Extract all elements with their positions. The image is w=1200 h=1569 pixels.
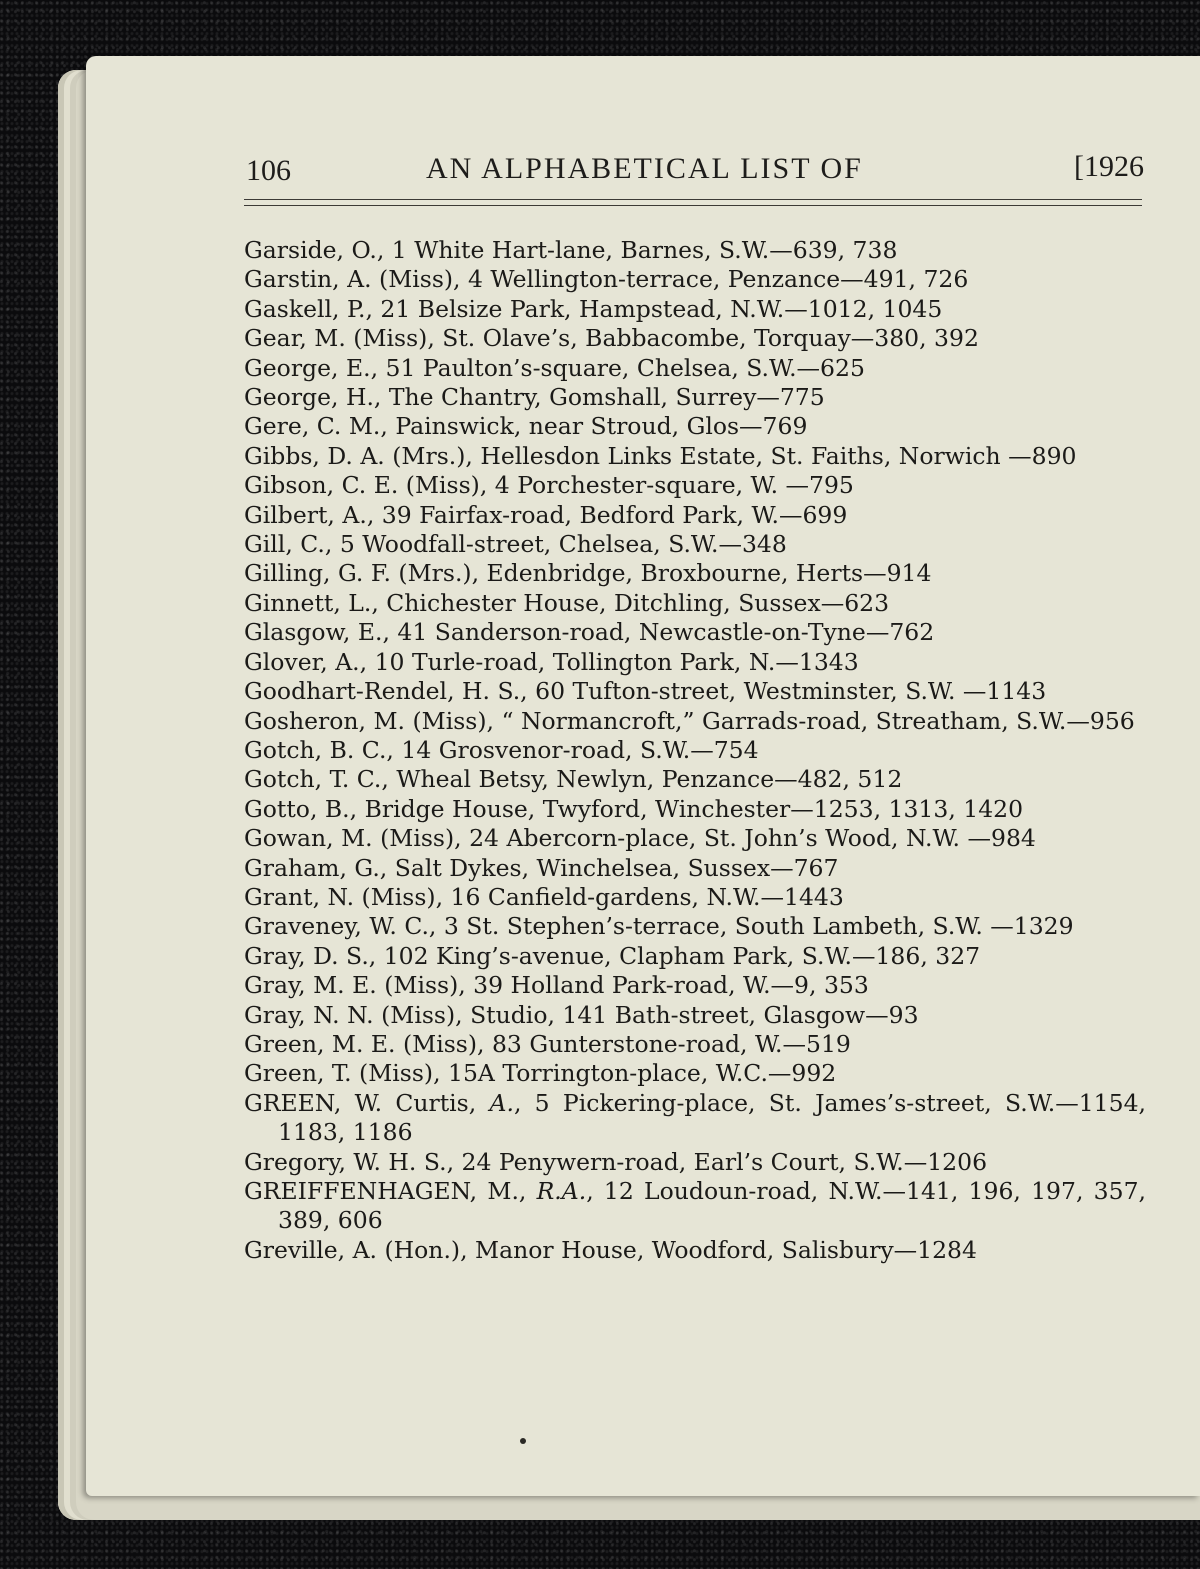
directory-entry: Gray, M. E. (Miss), 39 Holland Park-road, W.—9, 353 <box>244 971 869 1000</box>
directory-entry: Garstin, A. (Miss), 4 Wellington-terrace, Penzance—491, 726 <box>244 265 969 294</box>
directory-entry <box>244 1177 1146 1236</box>
page-header <box>246 150 1146 190</box>
directory-entry: Gibson, C. E. (Miss), 4 Porchester-square, W. —795 <box>244 471 854 500</box>
entry-name: GREIFFENHAGEN, M., <box>244 1177 537 1205</box>
directory-entry: Garside, O., 1 White Hart-lane, Barnes, S.W.—639, 738 <box>244 236 898 264</box>
directory-entry: Gilling, G. F. (Mrs.), Edenbridge, Broxbourne, Herts—914 <box>244 559 932 588</box>
directory-entry: Gill, C., 5 Woodfall-street, Chelsea, S.W.—348 <box>244 530 787 559</box>
directory-entry <box>244 1089 1146 1148</box>
directory-entry: Greville, A. (Hon.), Manor House, Woodford, Salisbury—1284 <box>244 1235 977 1264</box>
directory-entry: Gotto, B., Bridge House, Twyford, Winchester—1253, 1313, 1420 <box>244 794 1024 823</box>
header-rule-bottom <box>244 205 1142 206</box>
directory-entry: Gregory, W. H. S., 24 Penywern-road, Earl’s Court, S.W.—1206 <box>244 1147 988 1176</box>
directory-entry: Glasgow, E., 41 Sanderson-road, Newcastle-on-Tyne—762 <box>244 618 935 647</box>
directory-entry: Gosheron, M. (Miss), “ Normancroft,” Garrads-road, Streatham, S.W.—956 <box>244 706 1135 735</box>
directory-entry: Grant, N. (Miss), 16 Canfield-gardens, N.W.—1443 <box>244 882 844 911</box>
entry-honour: R.A. <box>536 1177 587 1205</box>
directory-entry: Gotch, B. C., 14 Grosvenor-road, S.W.—754 <box>244 735 759 764</box>
directory-entry: Gowan, M. (Miss), 24 Abercorn-place, St. John’s Wood, N.W. —984 <box>244 824 1036 853</box>
entry-address: , 12 Loudoun-road, N.W.—141, 196, 197, 357, 389, 606 <box>278 1177 1146 1235</box>
directory-entry: Gilbert, A., 39 Fairfax-road, Bedford Park, W.—699 <box>244 500 848 529</box>
header-year: [1926 <box>1074 150 1144 183</box>
directory-entry: Gray, N. N. (Miss), Studio, 141 Bath-street, Glasgow—93 <box>244 1000 919 1029</box>
directory-entry: Gere, C. M., Painswick, near Stroud, Glos—769 <box>244 412 808 441</box>
directory-entry: Green, M. E. (Miss), 83 Gunterstone-road, W.—519 <box>244 1029 851 1058</box>
entry-honour: A. <box>489 1088 514 1117</box>
directory-entry: Graveney, W. C., 3 St. Stephen’s-terrace, South Lambeth, S.W. —1329 <box>244 912 1074 941</box>
directory-entry: George, E., 51 Paulton’s-square, Chelsea, S.W.—625 <box>244 353 865 382</box>
page-number: 106 <box>246 154 291 187</box>
directory-entry: Gray, D. S., 102 King’s-avenue, Clapham Park, S.W.—186, 327 <box>244 941 981 970</box>
directory-entry: Graham, G., Salt Dykes, Winchelsea, Sussex—767 <box>244 853 839 882</box>
directory-entry: Gear, M. (Miss), St. Olave’s, Babbacombe, Torquay—380, 392 <box>244 324 979 353</box>
directory-entries <box>244 236 1146 1265</box>
directory-entry: Green, T. (Miss), 15A Torrington-place, W.C.—992 <box>244 1059 837 1088</box>
running-title: AN ALPHABETICAL LIST OF <box>426 152 863 185</box>
entry-name: GREEN, W. Curtis, <box>244 1088 490 1117</box>
printer-mark <box>520 1438 526 1444</box>
directory-entry: Glover, A., 10 Turle-road, Tollington Park, N.—1343 <box>244 647 859 676</box>
directory-entry: Gibbs, D. A. (Mrs.), Hellesdon Links Estate, St. Faiths, Norwich —890 <box>244 441 1077 470</box>
directory-entry: George, H., The Chantry, Gomshall, Surrey—775 <box>244 383 825 412</box>
directory-entry: Goodhart-Rendel, H. S., 60 Tufton-street, Westminster, S.W. —1143 <box>244 677 1047 706</box>
entry-address: , 5 Pickering-place, St. James’s-street, S.W.—1154, 1183, 1186 <box>278 1088 1146 1147</box>
directory-entry: Ginnett, L., Chichester House, Ditchling, Sussex—623 <box>244 588 890 617</box>
directory-entry: Gotch, T. C., Wheal Betsy, Newlyn, Penzance—482, 512 <box>244 765 903 794</box>
header-rule-top <box>244 199 1142 200</box>
directory-entry: Gaskell, P., 21 Belsize Park, Hampstead, N.W.—1012, 1045 <box>244 294 943 323</box>
